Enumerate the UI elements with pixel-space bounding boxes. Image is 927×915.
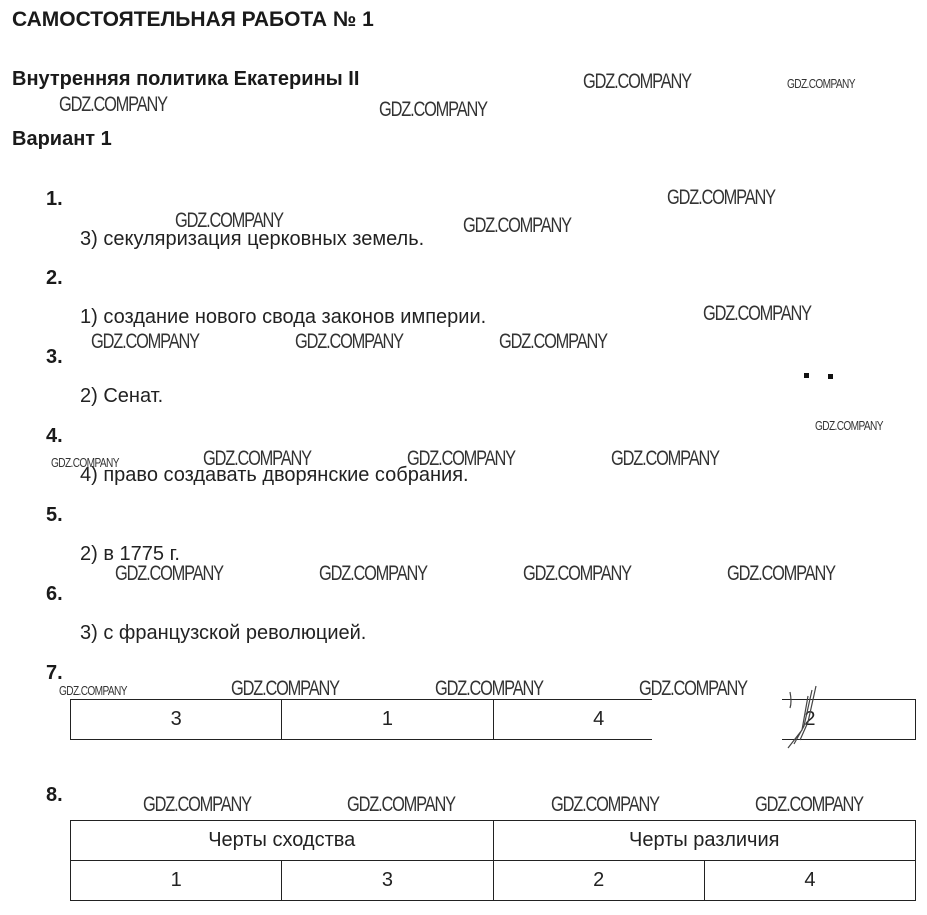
answer-1: 3) секуляризация церковных земель. bbox=[80, 228, 425, 250]
watermark: GDZ.COMPANY bbox=[319, 562, 427, 585]
page-title: САМОСТОЯТЕЛЬНАЯ РАБОТА № 1 bbox=[12, 8, 374, 31]
question-number-7: 7. bbox=[46, 662, 63, 684]
table-row bbox=[71, 861, 916, 901]
variant-label: Вариант 1 bbox=[12, 128, 112, 150]
table-cell: 4 bbox=[493, 700, 704, 740]
watermark: GDZ.COMPANY bbox=[639, 677, 747, 700]
watermark: GDZ.COMPANY bbox=[703, 302, 811, 325]
watermark: GDZ.COMPANY bbox=[115, 562, 223, 585]
table-cell: 2 bbox=[704, 700, 915, 740]
table-cell: 1 bbox=[282, 700, 493, 740]
answer-3: 2) Сенат. bbox=[80, 385, 164, 407]
watermark: GDZ.COMPANY bbox=[143, 793, 251, 816]
answer-6: 3) с французской революцией. bbox=[80, 622, 367, 644]
answer-5: 2) в 1775 г. bbox=[80, 543, 180, 565]
question-number-2: 2. bbox=[46, 267, 63, 289]
watermark: GDZ.COMPANY bbox=[295, 330, 403, 353]
stray-mark bbox=[828, 374, 833, 379]
table-cell: 3 bbox=[282, 861, 493, 901]
answer-4: 4) право создавать дворянские собрания. bbox=[80, 464, 469, 486]
watermark: GDZ.COMPANY bbox=[175, 209, 283, 232]
watermark: GDZ.COMPANY bbox=[379, 98, 487, 121]
table-header-similarities: Черты сходства bbox=[71, 821, 494, 861]
stray-mark bbox=[804, 373, 809, 378]
watermark: GDZ.COMPANY bbox=[407, 447, 515, 470]
table-header-row bbox=[71, 821, 916, 861]
watermark: GDZ.COMPANY bbox=[755, 793, 863, 816]
table-cell: 4 bbox=[704, 861, 915, 901]
watermark: GDZ.COMPANY bbox=[499, 330, 607, 353]
watermark: GDZ.COMPANY bbox=[523, 562, 631, 585]
watermark: GDZ.COMPANY bbox=[203, 447, 311, 470]
table-cell: 3 bbox=[71, 700, 282, 740]
table-cell: 1 bbox=[71, 861, 282, 901]
watermark: GDZ.COMPANY bbox=[59, 683, 127, 698]
watermark: GDZ.COMPANY bbox=[815, 418, 883, 433]
watermark: GDZ.COMPANY bbox=[463, 214, 571, 237]
watermark: GDZ.COMPANY bbox=[583, 70, 691, 93]
pen-scribble bbox=[778, 682, 828, 752]
watermark: GDZ.COMPANY bbox=[91, 330, 199, 353]
watermark: GDZ.COMPANY bbox=[727, 562, 835, 585]
answer-table-8 bbox=[70, 820, 916, 901]
table-cell: 2 bbox=[493, 861, 704, 901]
watermark: GDZ.COMPANY bbox=[787, 76, 855, 91]
question-number-5: 5. bbox=[46, 504, 63, 526]
watermark: GDZ.COMPANY bbox=[667, 186, 775, 209]
question-number-8: 8. bbox=[46, 784, 63, 806]
answer-2: 1) создание нового свода законов империи. bbox=[80, 306, 487, 328]
question-number-3: 3. bbox=[46, 346, 63, 368]
watermark: GDZ.COMPANY bbox=[611, 447, 719, 470]
watermark: GDZ.COMPANY bbox=[435, 677, 543, 700]
watermark: GDZ.COMPANY bbox=[231, 677, 339, 700]
question-number-4: 4. bbox=[46, 425, 63, 447]
table-header-differences: Черты различия bbox=[493, 821, 916, 861]
question-number-1: 1. bbox=[46, 188, 63, 210]
question-number-6: 6. bbox=[46, 583, 63, 605]
watermark: GDZ.COMPANY bbox=[551, 793, 659, 816]
watermark: GDZ.COMPANY bbox=[347, 793, 455, 816]
watermark: GDZ.COMPANY bbox=[59, 93, 167, 116]
watermark: GDZ.COMPANY bbox=[51, 455, 119, 470]
erased-area bbox=[652, 698, 782, 742]
topic-title: Внутренняя политика Екатерины II bbox=[12, 68, 360, 90]
